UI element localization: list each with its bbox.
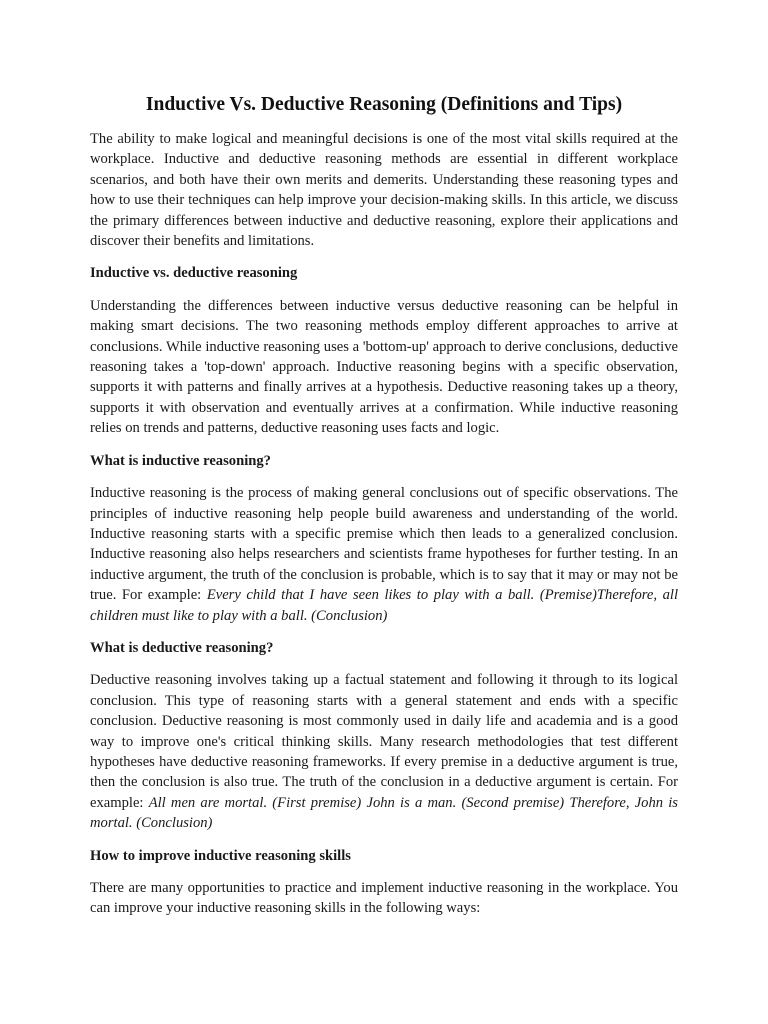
section-heading-inductive: What is inductive reasoning? xyxy=(90,452,271,469)
intro-paragraph: The ability to make logical and meaningful decisions is one of the most vital skills required at the workplace. Inductive and deductive reasoning methods are essential in different workplace scenarios, and both have their own merits and demerits. Understanding these reasoning types and how to use their techniques can help improve your decision-making skills. In this article, we discuss the primary differences between inductive and deductive reasoning, explore their applications and discover their benefits and limitations. xyxy=(90,131,678,250)
inductive-example: Every child that I have seen likes to play with a ball. (Premise)Therefore, all children must like to play with a ball. (Conclusion) xyxy=(90,587,678,624)
document-title: Inductive Vs. Deductive Reasoning (Definitions and Tips) xyxy=(145,94,623,115)
section-heading-inductive-vs-deductive: Inductive vs. deductive reasoning xyxy=(90,265,298,282)
deductive-example: All men are mortal. (First premise) John is a man. (Second premise) Therefore, John is mortal. (Conclusion) xyxy=(90,794,678,832)
section-body-deductive: Deductive reasoning involves taking up a factual statement and following it through to its logical conclusion. This type of reasoning starts with a general statement and ends with a specific conclusion. Deductive reasoning is most commonly used in daily life and academia and is a good way to improve one's critical thinking skills. Many research methodologies that test different hypotheses have deductive reasoning frameworks. If every premise in a deductive argument is true, then the conclusion is also true. The truth of the conclusion in a deductive argument is certain. For example: xyxy=(90,672,678,811)
section-heading-improve-inductive: How to improve inductive reasoning skills xyxy=(90,847,351,864)
section-body-inductive: Inductive reasoning is the process of making general conclusions out of specific observations. The principles of inductive reasoning help people build awareness and understanding of the world. Inductive reasoning starts with a specific premise which then leads to a generalized conclusion. Inductive reasoning also helps researchers and scientists frame hypotheses for further testing. In an inductive argument, the truth of the conclusion is probable, which is to say that it may or may not be true. For example: xyxy=(90,485,678,604)
section-body-inductive-vs-deductive: Understanding the differences between inductive versus deductive reasoning can be helpful in making smart decisions. The two reasoning methods employ different approaches to arrive at conclusions. While inductive reasoning uses a 'bottom-up' approach to derive conclusions, deductive reasoning takes a 'top-down' approach. Inductive reasoning begins with a specific observation, supports it with patterns and finally arrives at a hypothesis. Deductive reasoning takes up a theory, supports it with observation and eventually arrives at a confirmation. While inductive reasoning relies on trends and patterns, deductive reasoning uses facts and logic. xyxy=(90,297,678,437)
section-paragraph-deductive xyxy=(90,670,678,833)
section-paragraph-inductive xyxy=(90,483,678,626)
section-body-improve-inductive: There are many opportunities to practice and implement inductive reasoning in the workplace. You can improve your inductive reasoning skills in the following ways: xyxy=(90,880,678,917)
section-heading-deductive: What is deductive reasoning? xyxy=(90,639,274,656)
document-page xyxy=(90,92,678,931)
